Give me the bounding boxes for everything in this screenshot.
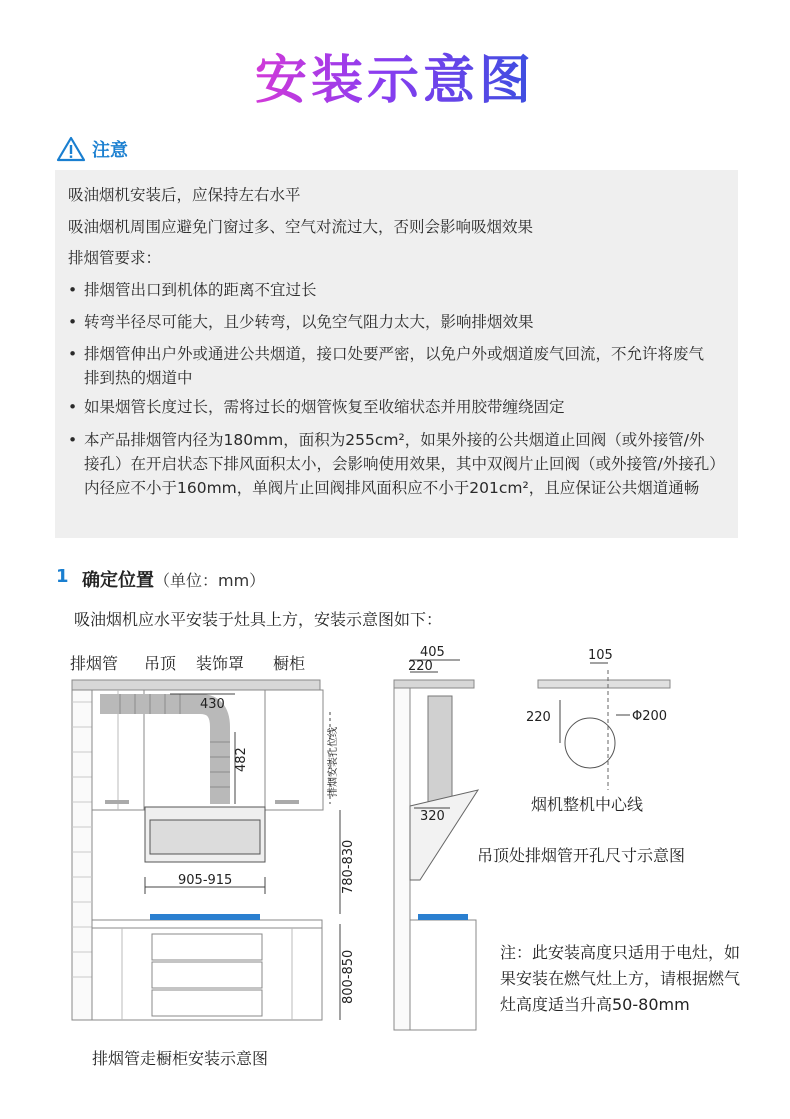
- hole-diagram-caption: 吊顶处排烟管开孔尺寸示意图: [477, 846, 686, 865]
- side-dim-220: 220: [408, 659, 433, 674]
- notice-line: 排烟管要求：: [68, 249, 162, 267]
- dim-482: 482: [234, 747, 249, 772]
- cabinet-installation-diagram: [60, 672, 370, 1042]
- label-ceiling: 吊顶: [144, 654, 177, 673]
- notice-bullet: • 排烟管伸出户外或通进公共烟道，接口处要严密，以免户外或烟道废气回流，不允许将废气排到热的烟道中: [68, 345, 705, 387]
- notice-heading: [56, 132, 128, 166]
- notice-line: 吸油烟机周围应避免门窗过多、空气对流过大，否则会影响吸烟效果: [68, 218, 534, 236]
- label-cover: 装饰罩: [196, 654, 245, 673]
- dim-430: 430: [200, 697, 225, 712]
- section-title: 确定位置（单位：mm）: [82, 570, 266, 591]
- dim-780-830: 780-830: [341, 839, 356, 894]
- install-height-note: 注：此安装高度只适用于电灶，如果安装在燃气灶上方，请根据燃气灶高度适当升高50-80mm: [500, 943, 741, 1014]
- section-description: 吸油烟机应水平安装于灶具上方，安装示意图如下：: [74, 610, 443, 629]
- notice-line: 吸油烟机安装后，应保持左右水平: [68, 186, 301, 204]
- hole-dim-diameter: Φ200: [632, 709, 668, 724]
- label-cabinet: 橱柜: [273, 654, 306, 673]
- warning-icon: [56, 136, 86, 162]
- side-view-diagram: [390, 640, 480, 1040]
- section-number: 1: [56, 566, 69, 587]
- label-exhaust-pipe: 排烟管: [70, 654, 119, 673]
- notice-heading-text: 注意: [92, 140, 128, 161]
- vertical-note: 排烟安装孔位线: [328, 727, 339, 797]
- left-diagram-caption: 排烟管走橱柜安装示意图: [92, 1049, 269, 1068]
- notice-bullet: • 排烟管出口到机体的距离不宜过长: [68, 281, 317, 299]
- dim-320: 320: [420, 809, 445, 824]
- hole-dim-105: 105: [588, 648, 613, 663]
- dim-800-850: 800-850: [341, 949, 356, 1004]
- notice-bullet: • 本产品排烟管内径为180mm，面积为255cm²，如果外接的公共烟道止回阀（或外接管/外接孔）在开启状态下排风面积太小，会影响使用效果，其中双阀片止回阀（或外接管/外接孔）内径应不小于160mm，单阀片止回阀排风面积应不小于201cm²，且应保证公共烟道通畅: [68, 431, 717, 497]
- dim-405: 405: [420, 645, 445, 660]
- notice-bullet: • 如果烟管长度过长，需将过长的烟管恢复至收缩状态并用胶带缠绕固定: [68, 398, 565, 416]
- center-line-label: 烟机整机中心线: [531, 795, 644, 814]
- ceiling-hole-diagram: [520, 645, 720, 795]
- notice-bullet: • 转弯半径尽可能大，且少转弯，以免空气阻力太大，影响排烟效果: [68, 313, 534, 331]
- page-title: 安装示意图: [254, 51, 535, 111]
- dim-905-915: 905-915: [178, 873, 233, 888]
- hole-dim-220: 220: [526, 710, 551, 725]
